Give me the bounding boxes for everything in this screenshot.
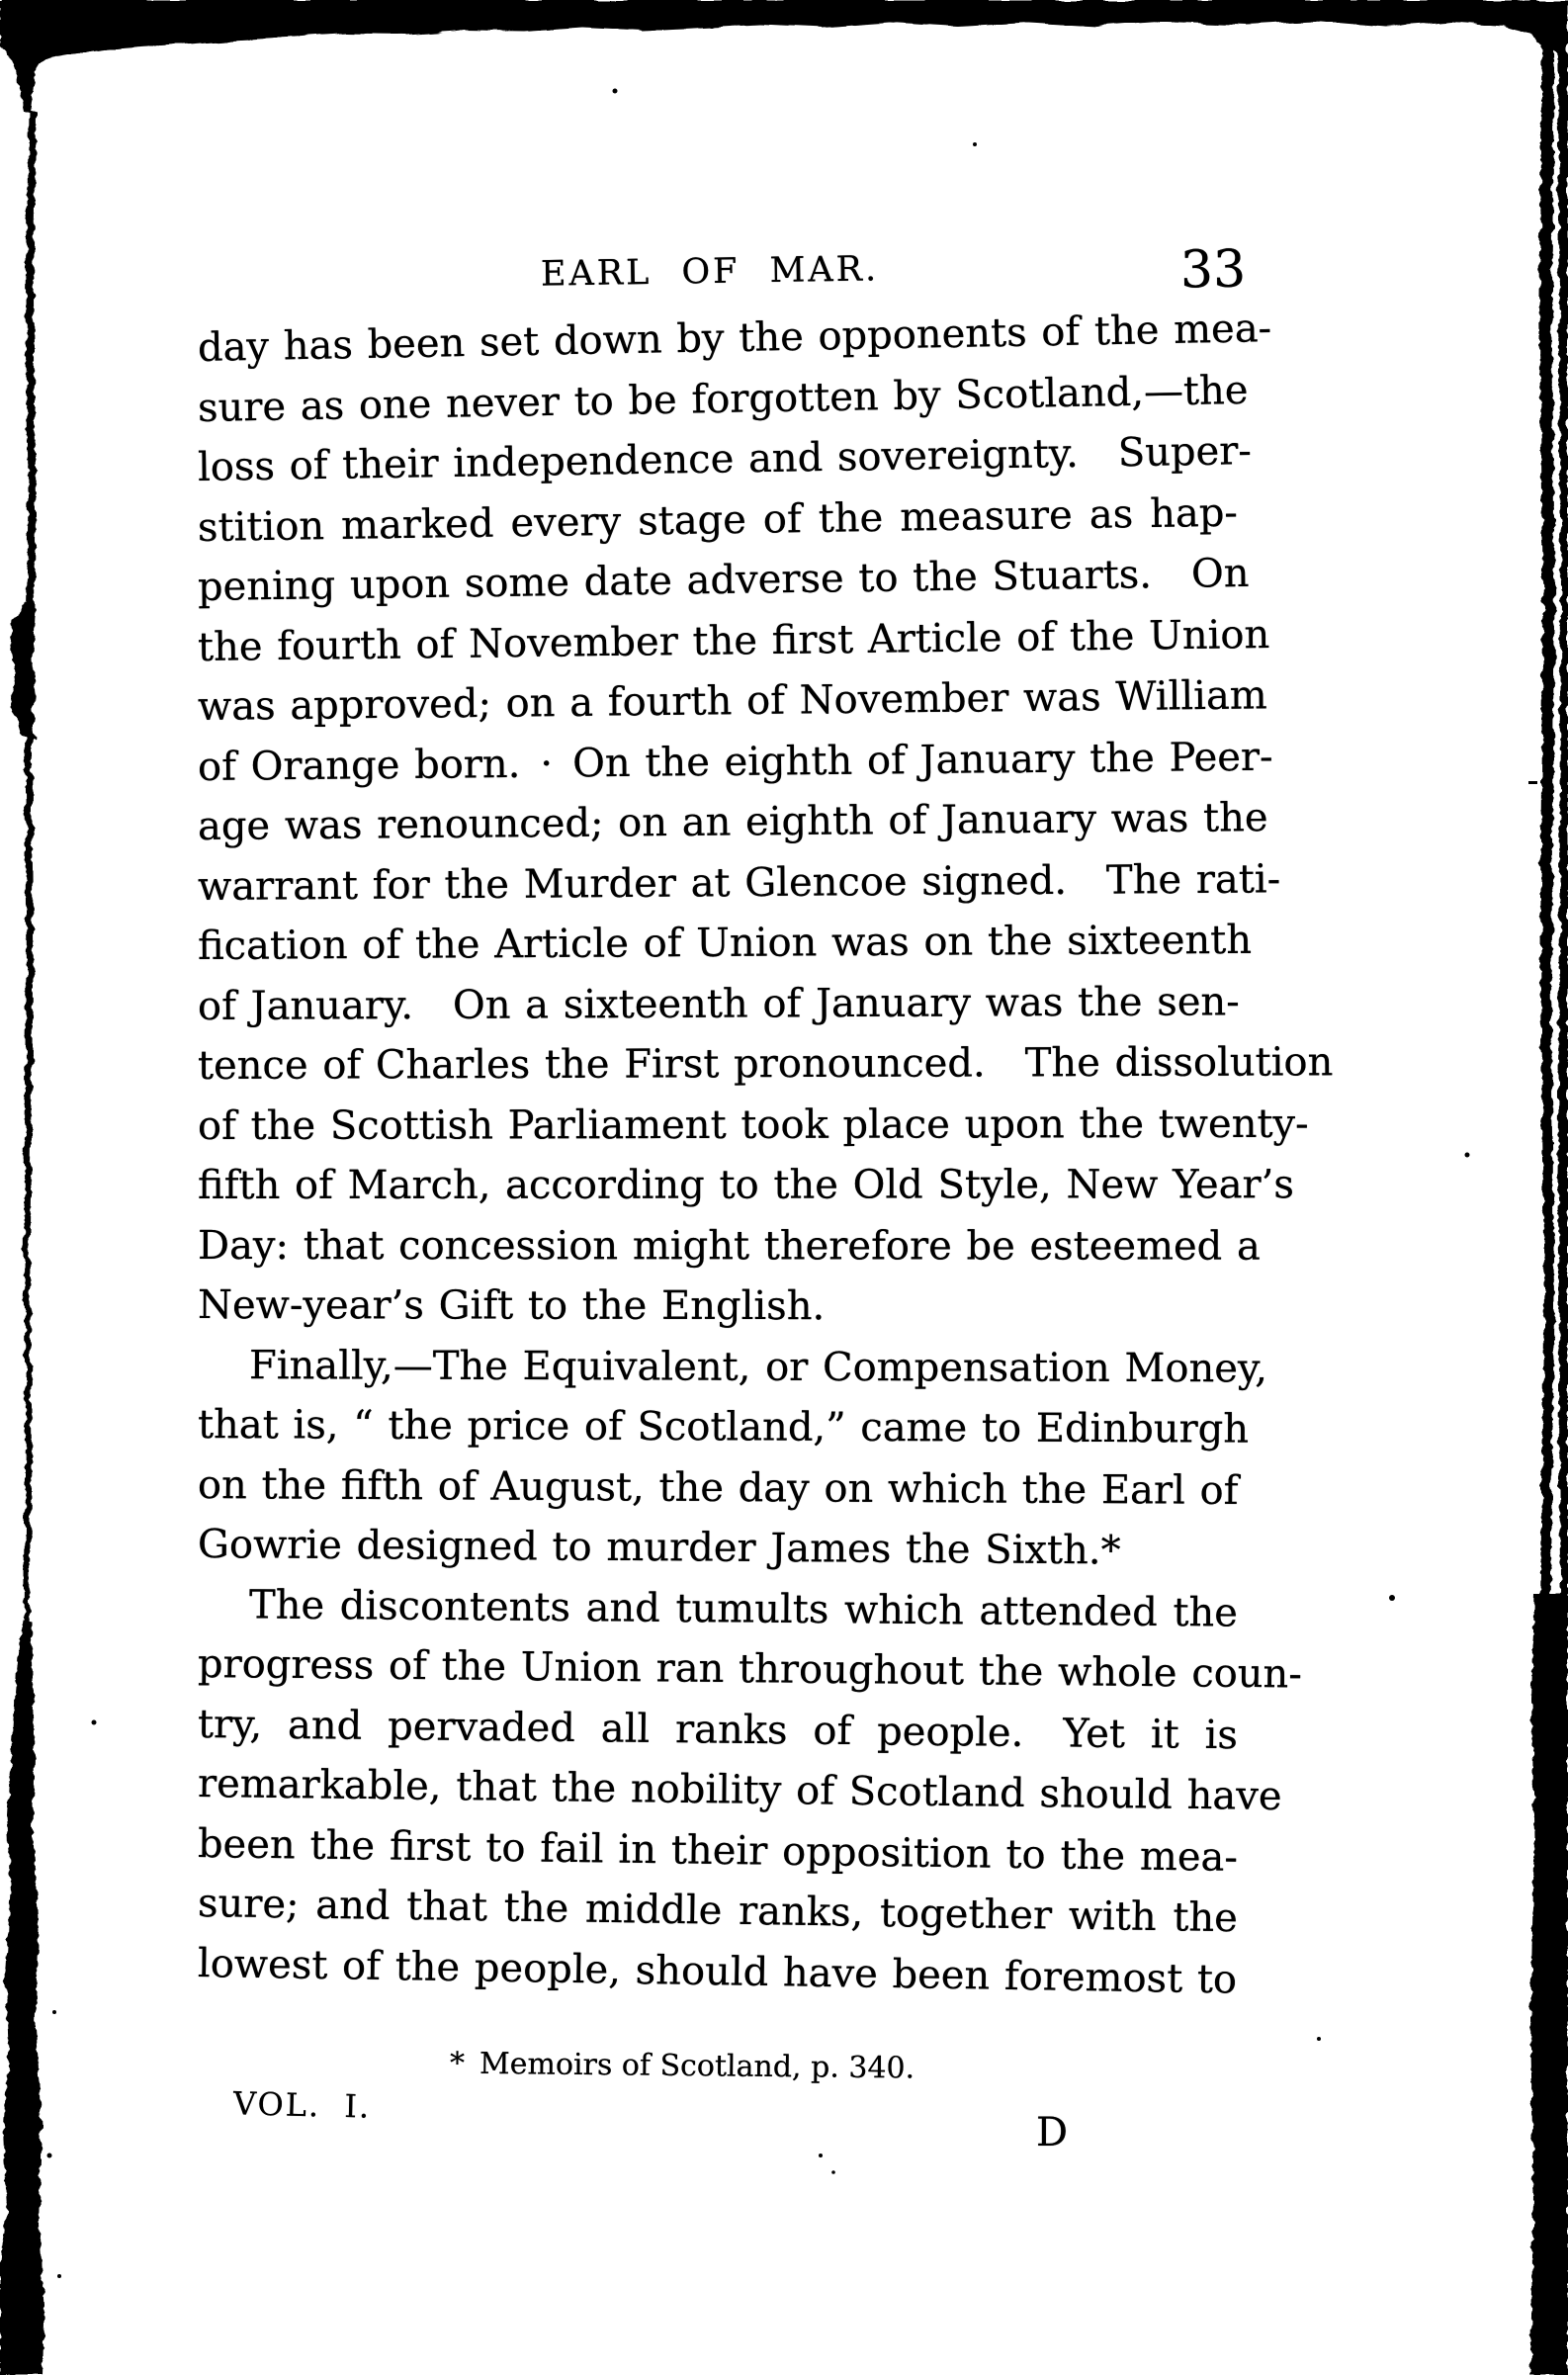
text-line: Finally,—The Equivalent, or Compensation Money, [248, 1342, 1268, 1391]
text-line: sure; and that the middle ranks, together with the [197, 1881, 1239, 1942]
text-line: fication of the Article of Union was on the sixteenth [197, 917, 1253, 969]
text-line: of Orange born. · On the eighth of January the Peer- [197, 734, 1273, 790]
text-line: sure as one never to be forgotten by Scotland,—the [197, 367, 1249, 431]
right-edge-stripe-inner [1539, 0, 1555, 1612]
text-line: loss of their independence and sovereignty. Super- [197, 428, 1253, 490]
text-line: that is, “ the price of Scotland,” came to Edinburgh [197, 1402, 1250, 1452]
text-line: The discontents and tumults which attended the [248, 1581, 1239, 1636]
text-line: warrant for the Murder at Glencoe signed. The rati- [197, 855, 1281, 910]
text-line: try, and pervaded all ranks of people. Yet it is [197, 1701, 1239, 1758]
text-line: Day: that concession might therefore be esteemed a [197, 1222, 1261, 1270]
body-text [197, 306, 1334, 2003]
text-line: day has been set down by the opponents of the mea- [197, 306, 1272, 371]
text-line: Gowrie designed to murder James the Sixth.* [197, 1522, 1121, 1574]
text-line: on the fifth of August, the day on which the Earl of [197, 1461, 1239, 1514]
text-line: remarkable, that the nobility of Scotland should have [197, 1761, 1282, 1820]
text-line: been the first to fail in their opposition to the mea- [197, 1820, 1239, 1881]
footnote: * Memoirs of Scotland, p. 340. [449, 2046, 915, 2086]
right-edge-band-bottom [1530, 1594, 1568, 2375]
page-number: 33 [1179, 239, 1247, 301]
text-line: age was renounced; on an eighth of January was the [197, 795, 1268, 849]
right-edge-stripe-outer [1557, 0, 1568, 2375]
text-line: was approved; on a fourth of November was William [197, 672, 1267, 730]
text-line: lowest of the people, should have been foremost to [197, 1940, 1238, 2003]
text-line: New-year’s Gift to the English. [197, 1282, 826, 1330]
text-line: of the Scottish Parliament took place upon the twenty- [197, 1100, 1309, 1149]
text-line: of January. On a sixteenth of January was the sen- [197, 978, 1240, 1029]
text-line: pening upon some date adverse to the Stuarts. On [197, 550, 1250, 610]
running-head-title: EARL OF MAR. [540, 249, 880, 295]
left-binding-line [24, 111, 36, 1631]
left-binding-blob [10, 603, 37, 740]
left-binding-band [0, 1622, 44, 2375]
printer-signature-mark: D [1036, 2110, 1069, 2155]
text-line: stition marked every stage of the measure as hap- [197, 489, 1239, 551]
text-line: fifth of March, according to the Old Style, New Year’s [197, 1162, 1294, 1208]
text-line: the fourth of November the first Article of the Union [197, 611, 1270, 670]
volume-mark: VOL. I. [232, 2084, 372, 2126]
text-line: tence of Charles the First pronounced. The dissolution [197, 1039, 1334, 1089]
top-edge-shadow [0, 0, 1568, 115]
text-line: progress of the Union ran throughout the whole coun- [197, 1641, 1303, 1698]
